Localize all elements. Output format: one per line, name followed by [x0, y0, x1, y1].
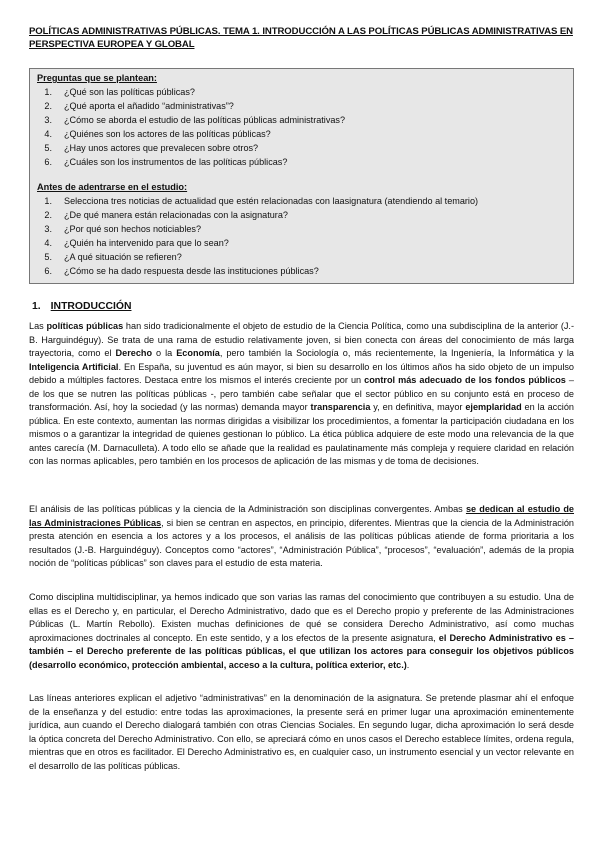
list-item: 6. ¿Cómo se ha dado respuesta desde las instituciones públicas? — [44, 265, 319, 276]
list-item: 2. ¿De qué manera están relacionadas con la asignatura? — [44, 209, 288, 220]
list-item: 3. ¿Cómo se aborda el estudio de las políticas públicas administrativas? — [44, 114, 346, 125]
list-item: 4. ¿Quién ha intervenido para que lo sean? — [44, 237, 229, 248]
questions-box — [29, 68, 574, 284]
list-item: 4. ¿Quiénes son los actores de las políticas públicas? — [44, 128, 271, 139]
questions-list — [44, 86, 567, 169]
paragraph-2: El análisis de las políticas públicas y la ciencia de la Administración son disciplinas convergentes. Ambas se dedican al estudio de las Administraciones Públicas, si bien se centran en aspectos, en principio, diferentes. Mientras que la ciencia de la Administración presta atención en esencia a los actores y a los procesos, el análisis de las políticas públicas atiende de forma prioritaria a los resultados (J.-B. Harguindéguy). Conceptos como “actores”, “Administración Pública”, “procesos”, “evaluación”, además de la propia noción de “políticas públicas” son claves para el estudio de esta materia. — [29, 504, 575, 569]
list-item: 1. Selecciona tres noticias de actualidad que estén relacionadas con laasignatura (atendiendo al temario) — [44, 196, 479, 206]
questions-heading: Preguntas que se plantean: — [37, 73, 157, 83]
list-item: 2. ¿Qué aporta el añadido “administrativas”? — [44, 100, 234, 111]
paragraph-3: Como disciplina multidisciplinar, ya hemos indicado que son varias las ramas del conocimiento que contribuyen a su estudio. Una de ellas es el Derecho y, en particular, el Derecho Administrativo, dado que es el Derecho propio y preferente de las Administraciones Públicas (L. Martín Rebollo). Existen muchas definiciones de qué se considera Derecho Administrativo, así como muchas aproximaciones doctrinales al concepto. En este sentido, y a los efectos de la presente asignatura, el Derecho Administrativo es – también – el Derecho preferente de las políticas públicas, el que utilizan los actores para conseguir los objetivos públicos (desarrollo económico, protección ambiental, acceso a la cultura, política exterior, etc.). — [29, 592, 574, 670]
paragraph-4: Las líneas anteriores explican el adjetivo “administrativas” en la denominación de la asignatura. Se pretende plasmar ahí el enfoque de la enseñanza y del estudio: entre todas las aproximaciones, la presente será en primer lugar una aproximación eminentemente jurídica, aun cuando el Derecho dialogará también con otras Ciencias Sociales. En segundo lugar, dicha aproximación lo será desde la óptica concreta del Derecho Administrativo. Con ello, se apreciará cómo en unos casos el Derecho establece límites, ordena regula, mientras que en otros es facilitador. El Derecho Administrativo es, en cualquier caso, un instrumento esencial y un vector relevante en el desarrollo de las políticas públicas. — [29, 693, 574, 771]
before-study-list — [44, 195, 567, 278]
document-title: POLÍTICAS ADMINISTRATIVAS PÚBLICAS. TEMA 1. INTRODUCCIÓN A LAS POLÍTICAS PÚBLICAS ADMINISTRATIVAS EN PERSPECTIVA EUROPEA Y GLOBAL — [29, 26, 573, 50]
before-study-heading: Antes de adentrarse en el estudio: — [37, 182, 188, 192]
list-item: 3. ¿Por qué son hechos noticiables? — [44, 223, 201, 234]
list-item: 5. ¿A qué situación se refieren? — [44, 251, 182, 262]
list-item: 5. ¿Hay unos actores que prevalecen sobre otros? — [44, 142, 259, 153]
section-heading — [32, 301, 131, 312]
section-number: 1. — [32, 301, 41, 312]
paragraph-1: Las políticas públicas han sido tradicionalmente el objeto de estudio de la Ciencia Política, como una subdisciplina de la anterior (J.-B. Harguindéguy). Se trata de una rama de estudio relativamente joven, si bien conecta con áreas del conocimiento de más larga trayectoria, como el Derecho o la Economía, pero también la Sociología o, más recientemente, la Ingeniería, la Informática y la Inteligencia Artificial. En España, su juventud es aún mayor, si bien su desarrollo en los últimos años ha sido objeto de un impulso debido a múltiples factores. Destaca entre los mismos el interés creciente por un control más adecuado de los fondos públicos – de los que se nutren las políticas públicas -, pero también cabe señalar que el sector público en su conjunto está en proceso de transformación. Así, hoy la sociedad (y las normas) demanda mayor transparencia y, en definitiva, mayor ejemplaridad en la acción pública. En este contexto, aumentan las normas dirigidas a visibilizar los procedimientos, a fomentar la participación ciudadana en los mismos o a garantizar la integridad de quienes gestionan lo público. La ética pública adquiere de este modo una relevancia de la que antes carecía (M. Darnaculleta). A todo ello se añade que la realidad es paulatinamente más compleja y requiere claridad en relación con las normas aplicables, pero también en los procesos de aplicación de las mismas y de toma de decisiones. — [29, 321, 575, 467]
section-label: INTRODUCCIÓN — [50, 301, 132, 312]
list-item: 6. ¿Cuáles son los instrumentos de las políticas públicas? — [44, 156, 288, 167]
list-item: 1. ¿Qué son las políticas públicas? — [44, 87, 195, 97]
